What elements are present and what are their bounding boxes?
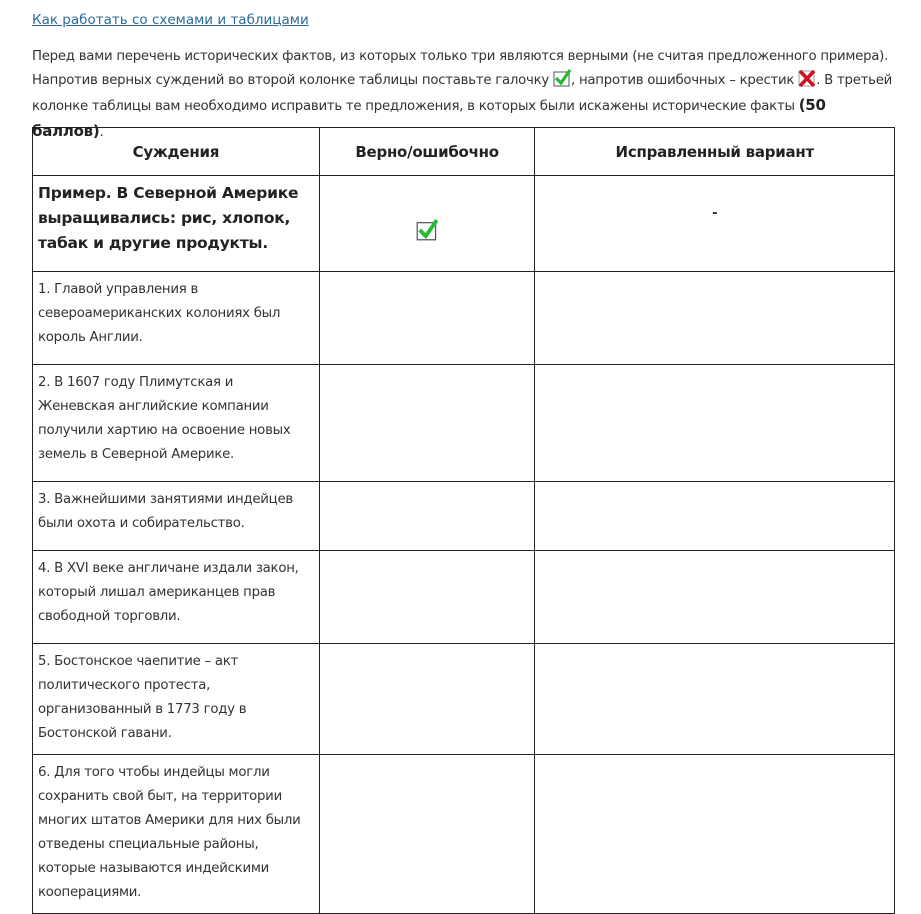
example-corrected: - (535, 176, 895, 272)
table-row (33, 551, 895, 644)
true-false-cell[interactable] (319, 755, 535, 914)
table-row (33, 482, 895, 551)
intro-text-2: , напротив ошибочных – крестик (571, 73, 799, 88)
header-statements: Суждения (33, 128, 320, 176)
check-icon (416, 219, 438, 241)
check-icon (553, 69, 571, 87)
corrected-cell[interactable] (535, 482, 895, 551)
header-true-false: Верно/ошибочно (319, 128, 535, 176)
example-row (33, 176, 895, 272)
table-row (33, 272, 895, 365)
corrected-cell[interactable] (535, 755, 895, 914)
table-row (33, 365, 895, 482)
statement: 2. В 1607 году Плимутская и Женевская английские компании получили хартию на освоение новых земель в Северной Америке. (33, 365, 320, 482)
table-header (33, 128, 895, 176)
true-false-cell[interactable] (319, 365, 535, 482)
table-row (33, 644, 895, 755)
points: (50 баллов) (32, 96, 826, 140)
intro-text-1: Перед вами перечень исторических фактов, из которых только три являются верными (не считая предложенного примера). Напротив верных суждений во второй колонке таблицы поставьте галочку (32, 49, 889, 88)
header-corrected: Исправленный вариант (535, 128, 895, 176)
cross-icon (798, 69, 816, 87)
intro-text-3: . В третьей колонке таблицы вам необходимо исправить те предложения, в которых были искажены исторические факты (32, 73, 893, 114)
statement: 5. Бостонское чаепитие – акт политического протеста, организованный в 1773 году в Бостонской гавани. (33, 644, 320, 755)
true-false-cell[interactable] (319, 551, 535, 644)
statement: 4. В XVI веке англичане издали закон, который лишал американцев прав свободной торговли. (33, 551, 320, 644)
corrected-cell[interactable] (535, 365, 895, 482)
corrected-cell[interactable] (535, 272, 895, 365)
example-mark-cell (319, 176, 535, 272)
example-statement: Пример. В Северной Америке выращивались: рис, хлопок, табак и другие продукты. (33, 176, 320, 272)
intro-end: . (99, 125, 104, 140)
true-false-cell[interactable] (319, 644, 535, 755)
table-row (33, 755, 895, 914)
statement: 1. Главой управления в североамериканских колониях был король Англии. (33, 272, 320, 365)
statement: 6. Для того чтобы индейцы могли сохранить свой быт, на территории многих штатов Америки для них были отведены специальные районы, которые называются индейскими кооперациями. (33, 755, 320, 914)
corrected-cell[interactable] (535, 644, 895, 755)
true-false-cell[interactable] (319, 272, 535, 365)
true-false-cell[interactable] (319, 482, 535, 551)
howto-link[interactable]: Как работать со схемами и таблицами (32, 12, 309, 28)
statement: 3. Важнейшими занятиями индейцев были охота и собирательство. (33, 482, 320, 551)
corrected-cell[interactable] (535, 551, 895, 644)
statements-table (32, 127, 895, 914)
